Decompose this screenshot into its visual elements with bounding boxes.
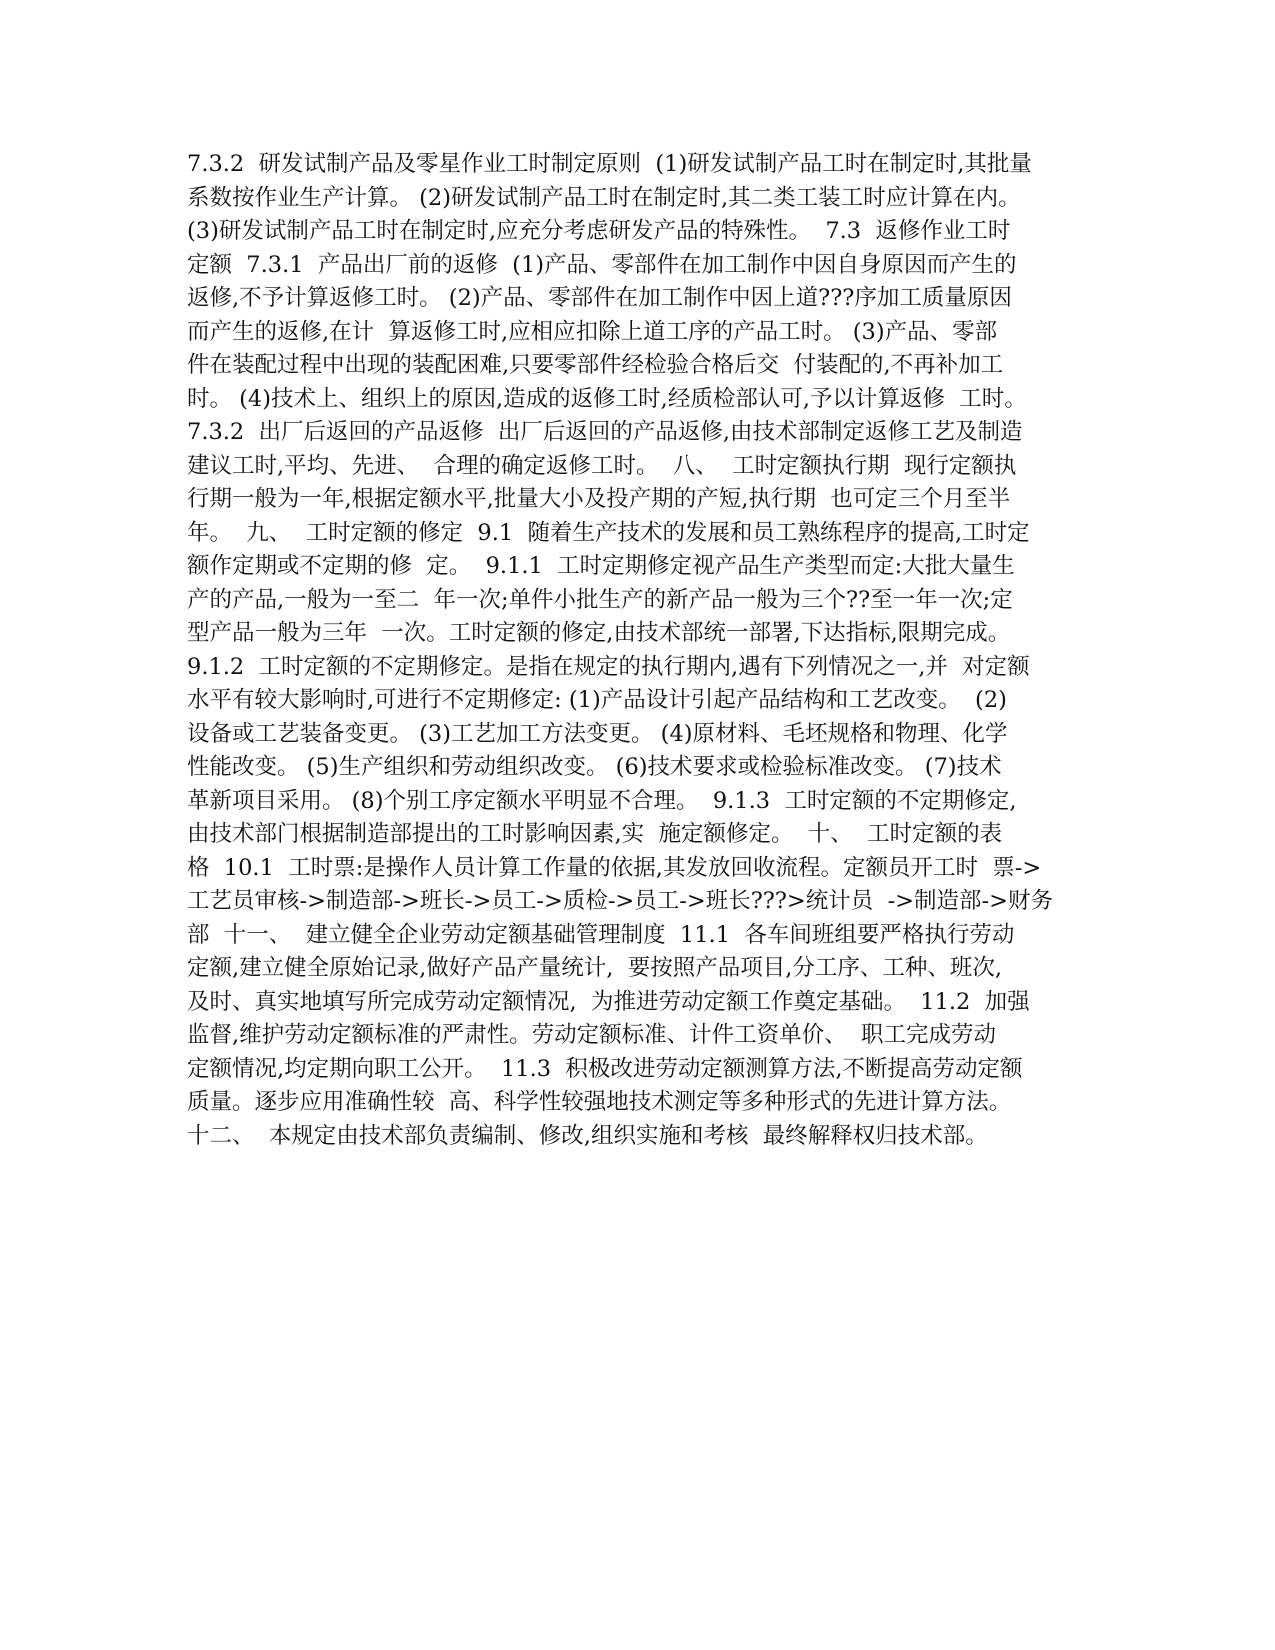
text-line: 水平有较大影响时,可进行不定期修定: (1)产品设计引起产品结构和工艺改变。 (2) xyxy=(187,687,1007,713)
text-line: 革新项目采用。 (8)个别工序定额水平明显不合理。 9.1.3 工时定额的不定期修定, xyxy=(187,787,1017,814)
text-line: 额作定期或不定期的修 定。 9.1.1 工时定期修定视产品生产类型而定:大批大量生 xyxy=(187,553,1015,579)
text-line: 行期一般为一年,根据定额水平,批量大小及投产期的产短,执行期 也可定三个月至半 xyxy=(187,486,1011,512)
text-line: 7.3.2 研发试制产品及零星作业工时制定原则 (1)研发试制产品工时在制定时,其批量 xyxy=(187,151,1032,177)
text-line: 监督,维护劳动定额标准的严肃性。劳动定额标准、计件工资单价、 职工完成劳动 xyxy=(187,1022,996,1048)
text-line: 9.1.2 工时定额的不定期修定。是指在规定的执行期内,遇有下列情况之一,并 对定额 xyxy=(187,653,1030,680)
text-line: 定额 7.3.1 产品出厂前的返修 (1)产品、零部件在加工制作中因自身原因而产生的 xyxy=(187,251,1017,278)
text-line: 质量。逐步应用准确性较 高、科学性较强地技术测定等多种形式的先进计算方法。 xyxy=(187,1089,1012,1115)
text-line: 而产生的返修,在计 算返修工时,应相应扣除上道工序的产品工时。 (3)产品、零部 xyxy=(187,318,998,345)
text-line: 件在装配过程中出现的装配困难,只要零部件经检验合格后交 付装配的,不再补加工 xyxy=(187,352,1004,378)
text-line: 格 10.1 工时票:是操作人员计算工作量的依据,其发放回收流程。定额员开工时 票-> xyxy=(187,854,1042,881)
text-line: 设备或工艺装备变更。 (3)工艺加工方法变更。 (4)原材料、毛坯规格和物理、化学 xyxy=(187,720,1008,747)
text-line: 性能改变。 (5)生产组织和劳动组织改变。 (6)技术要求或检验标准改变。 (7)技术 xyxy=(187,754,1002,780)
text-line: 时。 (4)技术上、组织上的原因,造成的返修工时,经质检部认可,予以计算返修 工时。 xyxy=(187,385,1027,412)
text-line: 型产品一般为三年 一次。工时定额的修定,由技术部统一部署,下达指标,限期完成。 xyxy=(187,620,1011,646)
text-line: 工艺员审核->制造部->班长->员工->质检->员工->班长???>统计员 ->制造部->财务 xyxy=(187,888,1053,914)
text-line: 定额,建立健全原始记录,做好产品产量统计, 要按照产品项目,分工序、工种、班次, xyxy=(187,955,1003,981)
text-line: 定额情况,均定期向职工公开。 11.3 积极改进劳动定额测算方法,不断提高劳动定额 xyxy=(187,1055,1023,1082)
text-line: 建议工时,平均、先进、 合理的确定返修工时。 八、 工时定额执行期 现行定额执 xyxy=(187,452,1017,479)
text-line: 产的产品,一般为一至二 年一次;单件小批生产的新产品一般为三个??至一年一次;定 xyxy=(187,586,1013,613)
text-line: 年。 九、 工时定额的修定 9.1 随着生产技术的发展和员工熟练程序的提高,工时定 xyxy=(187,519,1030,546)
text-line: 部 十一、 建立健全企业劳动定额基础管理制度 11.1 各车间班组要严格执行劳动 xyxy=(187,921,1015,948)
text-line: 返修,不予计算返修工时。 (2)产品、零部件在加工制作中因上道???序加工质量原因 xyxy=(187,285,1012,311)
text-line: 系数按作业生产计算。 (2)研发试制产品工时在制定时,其二类工装工时应计算在内。 xyxy=(187,184,1021,211)
text-line: (3)研发试制产品工时在制定时,应充分考虑研发产品的特殊性。 7.3 返修作业工时 xyxy=(187,218,1011,244)
text-line: 十二、 本规定由技术部负责编制、修改,组织实施和考核 最终解释权归技术部。 xyxy=(187,1122,988,1149)
body-text xyxy=(187,148,1087,1153)
text-line: 及时、真实地填写所完成劳动定额情况, 为推进劳动定额工作奠定基础。 11.2 加强 xyxy=(187,988,1030,1015)
text-line: 7.3.2 出厂后返回的产品返修 出厂后返回的产品返修,由技术部制定返修工艺及制造 xyxy=(187,419,1023,445)
text-line: 由技术部门根据制造部提出的工时影响因素,实 施定额修定。 十、 工时定额的表 xyxy=(187,821,1003,847)
